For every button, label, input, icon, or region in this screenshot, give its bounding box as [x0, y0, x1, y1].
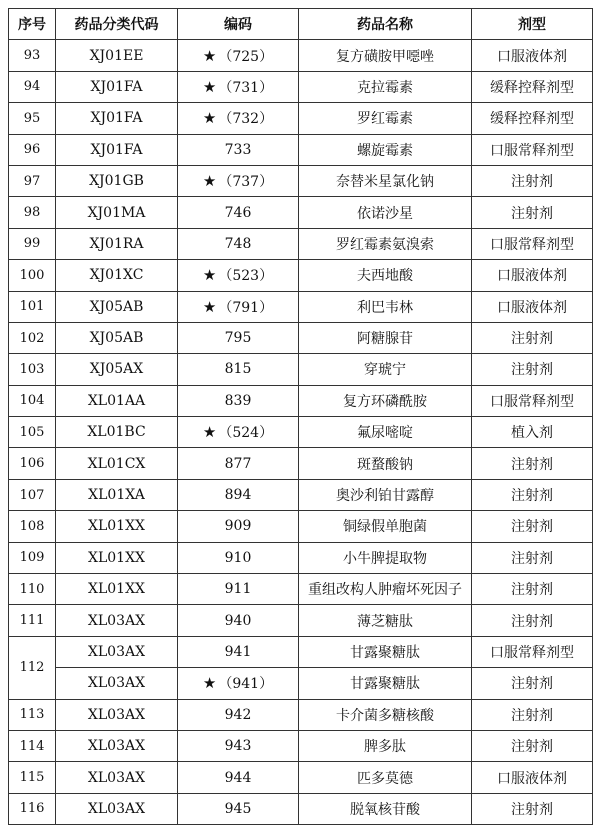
code-value: 733 — [224, 141, 252, 158]
class-code-cell: XL01BC — [56, 417, 178, 448]
drug-name-cell: 夫西地酸 — [299, 260, 472, 291]
class-code-cell: XL03AX — [56, 605, 178, 636]
seq-cell: 101 — [9, 291, 56, 322]
drug-name-cell: 罗红霉素氨溴索 — [299, 228, 472, 259]
table-row — [9, 291, 593, 322]
code-value: 944 — [224, 769, 252, 786]
code-cell — [178, 793, 299, 824]
class-code-cell: XL01CX — [56, 448, 178, 479]
seq-cell: 116 — [9, 793, 56, 824]
star-icon: ★ — [202, 77, 217, 96]
header-drug-name: 药品名称 — [299, 9, 472, 40]
class-code-cell: XL01XA — [56, 479, 178, 510]
star-icon: ★ — [202, 109, 217, 128]
dosage-form-cell: 口服液体剂 — [472, 40, 593, 71]
code-cell — [178, 636, 299, 667]
table-row — [9, 385, 593, 416]
code-value: 910 — [224, 549, 252, 566]
class-code-cell: XL03AX — [56, 668, 178, 699]
dosage-form-cell: 注射剂 — [472, 668, 593, 699]
code-cell — [178, 71, 299, 102]
code-cell — [178, 260, 299, 291]
dosage-form-cell: 注射剂 — [472, 322, 593, 353]
dosage-form-cell: 注射剂 — [472, 793, 593, 824]
dosage-form-cell: 口服液体剂 — [472, 260, 593, 291]
dosage-form-cell: 口服常释剂型 — [472, 228, 593, 259]
class-code-cell: XJ01EE — [56, 40, 178, 71]
table-row — [9, 134, 593, 165]
drug-name-cell: 螺旋霉素 — [299, 134, 472, 165]
class-code-cell: XJ05AB — [56, 322, 178, 353]
class-code-cell: XL01XX — [56, 542, 178, 573]
table-row — [9, 40, 593, 71]
seq-cell: 99 — [9, 228, 56, 259]
class-code-cell: XJ01FA — [56, 134, 178, 165]
code-value: （725） — [218, 48, 274, 65]
class-code-cell: XL01AA — [56, 385, 178, 416]
code-cell — [178, 103, 299, 134]
class-code-cell: XL03AX — [56, 730, 178, 761]
class-code-cell: XJ01FA — [56, 103, 178, 134]
seq-cell: 107 — [9, 479, 56, 510]
header-row — [9, 9, 593, 40]
code-cell — [178, 40, 299, 71]
star-icon: ★ — [202, 423, 217, 442]
table-row — [9, 103, 593, 134]
table-row — [9, 542, 593, 573]
table-row — [9, 636, 593, 667]
star-icon: ★ — [202, 172, 217, 191]
drug-name-cell: 依诺沙星 — [299, 197, 472, 228]
table-row — [9, 417, 593, 448]
code-value: 943 — [224, 738, 252, 755]
table-row — [9, 762, 593, 793]
code-value: （523） — [218, 268, 274, 285]
dosage-form-cell: 注射剂 — [472, 730, 593, 761]
class-code-cell: XJ05AX — [56, 354, 178, 385]
code-value: 941 — [224, 644, 252, 660]
code-value: （941） — [218, 676, 274, 693]
dosage-form-cell: 口服液体剂 — [472, 291, 593, 322]
code-cell — [178, 574, 299, 605]
drug-name-cell: 匹多莫德 — [299, 762, 472, 793]
dosage-form-cell: 口服常释剂型 — [472, 636, 593, 667]
drug-name-cell: 甘露聚糖肽 — [299, 636, 472, 667]
class-code-cell: XJ05AB — [56, 291, 178, 322]
code-value: 911 — [224, 581, 252, 598]
code-cell — [178, 542, 299, 573]
code-cell — [178, 291, 299, 322]
drug-table-container — [8, 8, 592, 825]
drug-name-cell: 复方环磷酰胺 — [299, 385, 472, 416]
class-code-cell: XL03AX — [56, 699, 178, 730]
code-cell — [178, 762, 299, 793]
dosage-form-cell: 注射剂 — [472, 165, 593, 196]
table-row — [9, 197, 593, 228]
class-code-cell: XJ01MA — [56, 197, 178, 228]
seq-cell: 102 — [9, 322, 56, 353]
code-cell — [178, 699, 299, 730]
drug-name-cell: 脱氧核苷酸 — [299, 793, 472, 824]
dosage-form-cell: 注射剂 — [472, 574, 593, 605]
drug-name-cell: 小牛脾提取物 — [299, 542, 472, 573]
code-value: 942 — [224, 706, 252, 723]
seq-cell: 108 — [9, 511, 56, 542]
code-cell — [178, 134, 299, 165]
code-value: （791） — [218, 299, 274, 316]
code-value: （524） — [218, 425, 274, 442]
seq-cell: 96 — [9, 134, 56, 165]
star-icon: ★ — [202, 46, 217, 65]
table-row — [9, 730, 593, 761]
table-row — [9, 479, 593, 510]
code-cell — [178, 730, 299, 761]
seq-cell: 112 — [9, 636, 56, 699]
table-row — [9, 511, 593, 542]
seq-cell: 111 — [9, 605, 56, 636]
class-code-cell: XL01XX — [56, 511, 178, 542]
drug-name-cell: 薄芝糖肽 — [299, 605, 472, 636]
dosage-form-cell: 注射剂 — [472, 699, 593, 730]
table-row — [9, 260, 593, 291]
dosage-form-cell: 注射剂 — [472, 605, 593, 636]
code-value: 815 — [224, 361, 252, 378]
table-row — [9, 165, 593, 196]
seq-cell: 109 — [9, 542, 56, 573]
code-value: （732） — [218, 111, 274, 128]
seq-cell: 105 — [9, 417, 56, 448]
dosage-form-cell: 口服常释剂型 — [472, 385, 593, 416]
code-value: 909 — [224, 518, 252, 535]
dosage-form-cell: 植入剂 — [472, 417, 593, 448]
code-cell — [178, 165, 299, 196]
header-code: 编码 — [178, 9, 299, 40]
drug-name-cell: 奈替米星氯化钠 — [299, 165, 472, 196]
drug-name-cell: 氟尿嘧啶 — [299, 417, 472, 448]
drug-name-cell: 重组改构人肿瘤坏死因子 — [299, 574, 472, 605]
class-code-cell: XJ01XC — [56, 260, 178, 291]
table-row — [9, 605, 593, 636]
table-row — [9, 71, 593, 102]
table-row — [9, 228, 593, 259]
code-cell — [178, 385, 299, 416]
dosage-form-cell: 注射剂 — [472, 448, 593, 479]
code-value: 839 — [224, 392, 252, 409]
drug-name-cell: 阿糖腺苷 — [299, 322, 472, 353]
dosage-form-cell: 注射剂 — [472, 511, 593, 542]
seq-cell: 97 — [9, 165, 56, 196]
drug-name-cell: 卡介菌多糖核酸 — [299, 699, 472, 730]
code-value: 945 — [224, 800, 252, 817]
dosage-form-cell: 缓释控释剂型 — [472, 103, 593, 134]
seq-cell: 115 — [9, 762, 56, 793]
code-value: 746 — [224, 204, 252, 221]
star-icon: ★ — [202, 266, 217, 285]
seq-cell: 114 — [9, 730, 56, 761]
drug-name-cell: 脾多肽 — [299, 730, 472, 761]
drug-name-cell: 复方磺胺甲噁唑 — [299, 40, 472, 71]
dosage-form-cell: 缓释控释剂型 — [472, 71, 593, 102]
code-cell — [178, 511, 299, 542]
code-value: 748 — [224, 235, 252, 252]
code-cell — [178, 448, 299, 479]
drug-name-cell: 奥沙利铂甘露醇 — [299, 479, 472, 510]
code-cell — [178, 668, 299, 699]
table-row — [9, 668, 593, 699]
class-code-cell: XL03AX — [56, 636, 178, 667]
code-value: 940 — [224, 612, 252, 629]
drug-name-cell: 罗红霉素 — [299, 103, 472, 134]
code-cell — [178, 354, 299, 385]
drug-name-cell: 甘露聚糖肽 — [299, 668, 472, 699]
class-code-cell: XJ01RA — [56, 228, 178, 259]
code-cell — [178, 605, 299, 636]
class-code-cell: XJ01FA — [56, 71, 178, 102]
code-cell — [178, 322, 299, 353]
table-row — [9, 322, 593, 353]
seq-cell: 93 — [9, 40, 56, 71]
header-dosage-form: 剂型 — [472, 9, 593, 40]
class-code-cell: XJ01GB — [56, 165, 178, 196]
drug-name-cell: 斑蝥酸钠 — [299, 448, 472, 479]
drug-table — [8, 8, 593, 825]
seq-cell: 110 — [9, 574, 56, 605]
table-row — [9, 793, 593, 824]
code-value: 795 — [224, 330, 252, 347]
header-seq: 序号 — [9, 9, 56, 40]
class-code-cell: XL03AX — [56, 793, 178, 824]
code-value: （731） — [218, 79, 274, 96]
drug-name-cell: 利巴韦林 — [299, 291, 472, 322]
class-code-cell: XL01XX — [56, 574, 178, 605]
table-row — [9, 699, 593, 730]
code-cell — [178, 228, 299, 259]
seq-cell: 98 — [9, 197, 56, 228]
seq-cell: 113 — [9, 699, 56, 730]
table-row — [9, 574, 593, 605]
dosage-form-cell: 注射剂 — [472, 197, 593, 228]
code-cell — [178, 197, 299, 228]
code-value: （737） — [218, 174, 274, 191]
table-row — [9, 448, 593, 479]
code-value: 894 — [224, 487, 252, 504]
star-icon: ★ — [202, 297, 217, 316]
seq-cell: 94 — [9, 71, 56, 102]
seq-cell: 100 — [9, 260, 56, 291]
seq-cell: 106 — [9, 448, 56, 479]
class-code-cell: XL03AX — [56, 762, 178, 793]
drug-name-cell: 铜绿假单胞菌 — [299, 511, 472, 542]
star-icon: ★ — [202, 674, 217, 693]
dosage-form-cell: 注射剂 — [472, 542, 593, 573]
dosage-form-cell: 口服液体剂 — [472, 762, 593, 793]
code-value: 877 — [224, 455, 252, 472]
dosage-form-cell: 注射剂 — [472, 479, 593, 510]
seq-cell: 103 — [9, 354, 56, 385]
code-cell — [178, 479, 299, 510]
seq-cell: 104 — [9, 385, 56, 416]
drug-name-cell: 克拉霉素 — [299, 71, 472, 102]
table-body — [9, 40, 593, 825]
code-cell — [178, 417, 299, 448]
seq-cell: 95 — [9, 103, 56, 134]
drug-name-cell: 穿琥宁 — [299, 354, 472, 385]
table-row — [9, 354, 593, 385]
dosage-form-cell: 口服常释剂型 — [472, 134, 593, 165]
header-class-code: 药品分类代码 — [56, 9, 178, 40]
dosage-form-cell: 注射剂 — [472, 354, 593, 385]
